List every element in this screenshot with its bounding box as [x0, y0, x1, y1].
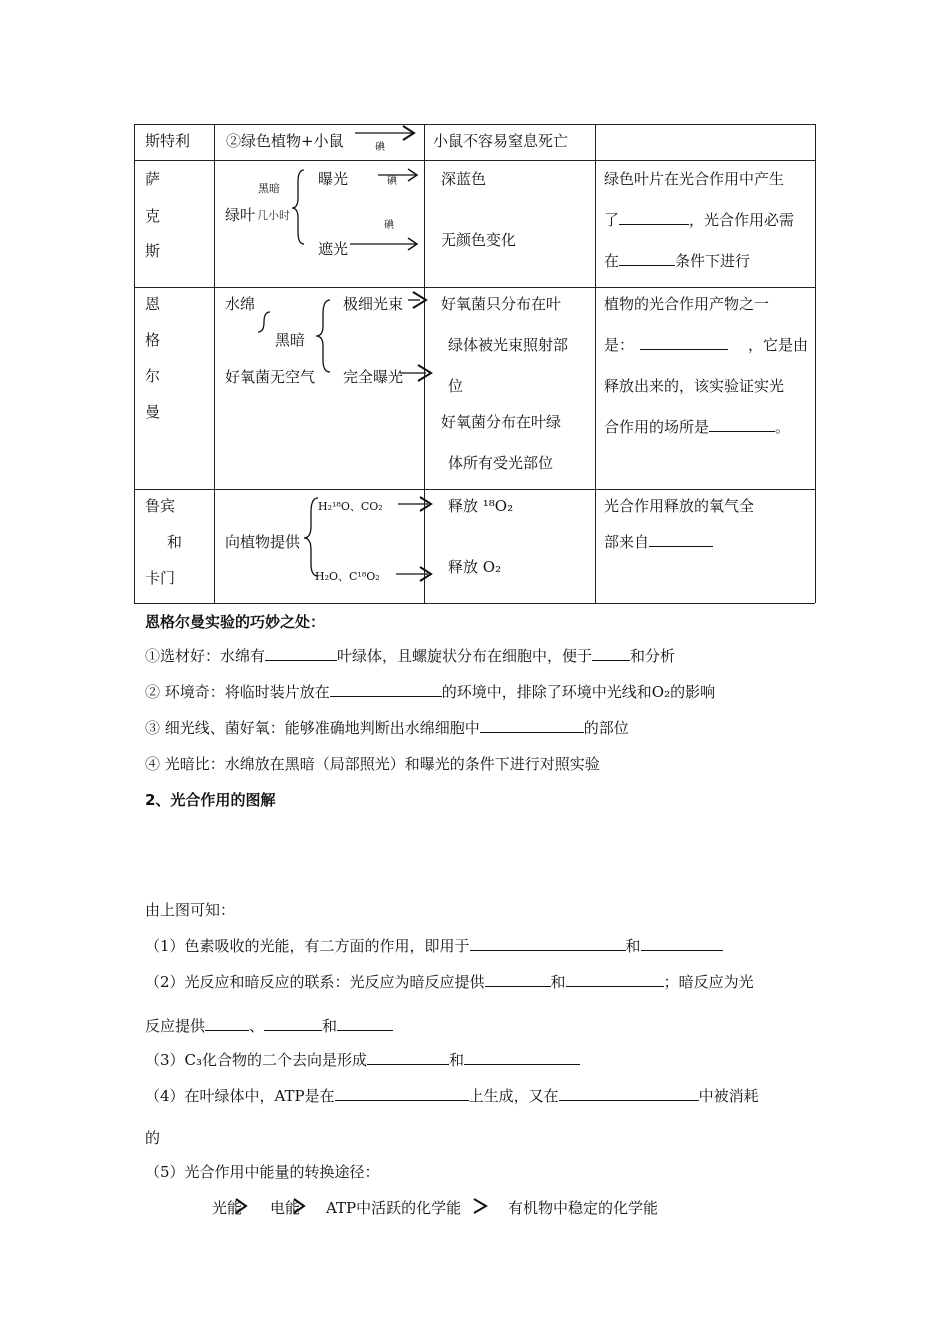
- row4-result-1: 释放 ¹⁸O₂: [448, 497, 514, 515]
- row3-bacteria: 好氧菌无空气: [225, 368, 316, 386]
- engelmann-heading: 恩格尔曼实验的巧妙之处：: [145, 613, 326, 631]
- row4-bottom-supply: H₂O、C¹⁸O₂: [315, 570, 380, 583]
- row4-result-2: 释放 O₂: [448, 558, 502, 576]
- row2-result-2: 无颜色变化: [441, 231, 517, 249]
- row2-reagent1: 碘: [387, 176, 397, 187]
- row4-conclusion-1: 光合作用释放的氧气全: [604, 497, 755, 515]
- engelmann-point-3: ③ 细光线、菌好氧：能够准确地判断出水绵细胞中 的部位: [145, 719, 629, 737]
- row3-full: 完全曝光: [343, 368, 404, 386]
- question-5: （5）光合作用中能量的转换途径：: [145, 1163, 380, 1181]
- row3-conclusion-2: 是： ，它是由: [604, 336, 808, 354]
- row3-scientist-4: 曼: [145, 403, 161, 421]
- row3-result-3: 位: [448, 377, 464, 395]
- question-2-cont: 反应提供 、 和: [145, 1015, 393, 1036]
- engelmann-point-2: ② 环境奇：将临时装片放在 的环境中，排除了环境中光线和O₂的影响: [145, 683, 716, 701]
- row3-dark: 黑暗: [275, 331, 306, 349]
- row2-scientist-2: 克: [145, 207, 161, 225]
- row1-setup: ②绿色植物+小鼠: [226, 132, 344, 150]
- row2-scientist-3: 斯: [145, 242, 161, 260]
- flow-organic-energy: 有机物中稳定的化学能: [508, 1199, 659, 1217]
- row2-exposed: 曝光: [318, 170, 349, 188]
- row2-scientist-1: 萨: [145, 170, 161, 188]
- row1-reagent: 碘: [375, 142, 385, 153]
- row4-scientist-1: 鲁宾: [145, 497, 176, 515]
- row4-scientist-2: 和: [167, 533, 183, 551]
- row2-result-1: 深蓝色: [441, 170, 487, 188]
- row2-dark: 黑暗: [258, 182, 280, 195]
- question-4: （4）在叶绿体中，ATP是在 上生成，又在 中被消耗: [145, 1087, 759, 1105]
- engelmann-point-1: ①选材好：水绵有 叶绿体，且螺旋状分布在细胞中，便于 和分析: [145, 647, 676, 665]
- row3-conclusion-1: 植物的光合作用产物之一: [604, 295, 770, 313]
- question-1: （1）色素吸收的光能，有二方面的作用，即用于 和: [145, 935, 723, 956]
- row3-result-4: 好氧菌分布在叶绿: [441, 413, 562, 431]
- flow-electric-energy: 电能: [270, 1199, 301, 1217]
- row1-result: 小鼠不容易窒息死亡: [433, 132, 569, 150]
- row3-result-1: 好氧菌只分布在叶: [441, 295, 562, 313]
- flow-atp-energy: ATP中活跃的化学能: [326, 1199, 462, 1217]
- row2-conclusion-3: 在 条件下进行: [604, 252, 751, 270]
- engelmann-point-4: ④ 光暗比：水绵放在黑暗（局部照光）和曝光的条件下进行对照实验: [145, 755, 600, 773]
- row2-conclusion-1: 绿色叶片在光合作用中产生: [604, 170, 785, 188]
- flow-light-energy: 光能: [212, 1199, 243, 1217]
- row4-provide: 向植物提供: [225, 533, 301, 551]
- row2-leaf: 绿叶: [225, 206, 256, 224]
- row2-shaded: 遮光: [318, 240, 349, 258]
- row2-reagent2: 碘: [384, 220, 394, 231]
- section2-heading: 2、光合作用的图解: [145, 791, 276, 809]
- row3-result-2: 绿体被光束照射部: [448, 336, 569, 354]
- row3-scientist-3: 尔: [145, 367, 161, 385]
- row4-top-supply: H₂¹⁸O、CO₂: [318, 500, 383, 513]
- row3-alga: 水绵: [225, 295, 256, 313]
- question-4-cont: 的: [145, 1129, 161, 1147]
- row2-dark-note: 几小时: [257, 209, 290, 222]
- row2-conclusion-2: 了 ，光合作用必需: [604, 211, 795, 229]
- row4-conclusion-2: 部来自: [604, 531, 713, 552]
- row3-conclusion-4: 合作用的场所是 。: [604, 418, 791, 436]
- question-3: （3）C₃化合物的二个去向是形成 和: [145, 1049, 580, 1070]
- row4-scientist-3: 卡门: [145, 569, 176, 587]
- row3-result-5: 体所有受光部位: [448, 454, 554, 472]
- row3-conclusion-3: 释放出来的，该实验证实光: [604, 377, 785, 395]
- row3-scientist-1: 恩: [145, 295, 161, 313]
- question-2: （2）光反应和暗反应的联系：光反应为暗反应提供 和 ；暗反应为光: [145, 973, 754, 991]
- row1-scientist: 斯特利: [145, 132, 191, 150]
- intro-line: 由上图可知：: [145, 901, 236, 919]
- row3-scientist-2: 格: [145, 331, 161, 349]
- row3-beam: 极细光束: [343, 295, 404, 313]
